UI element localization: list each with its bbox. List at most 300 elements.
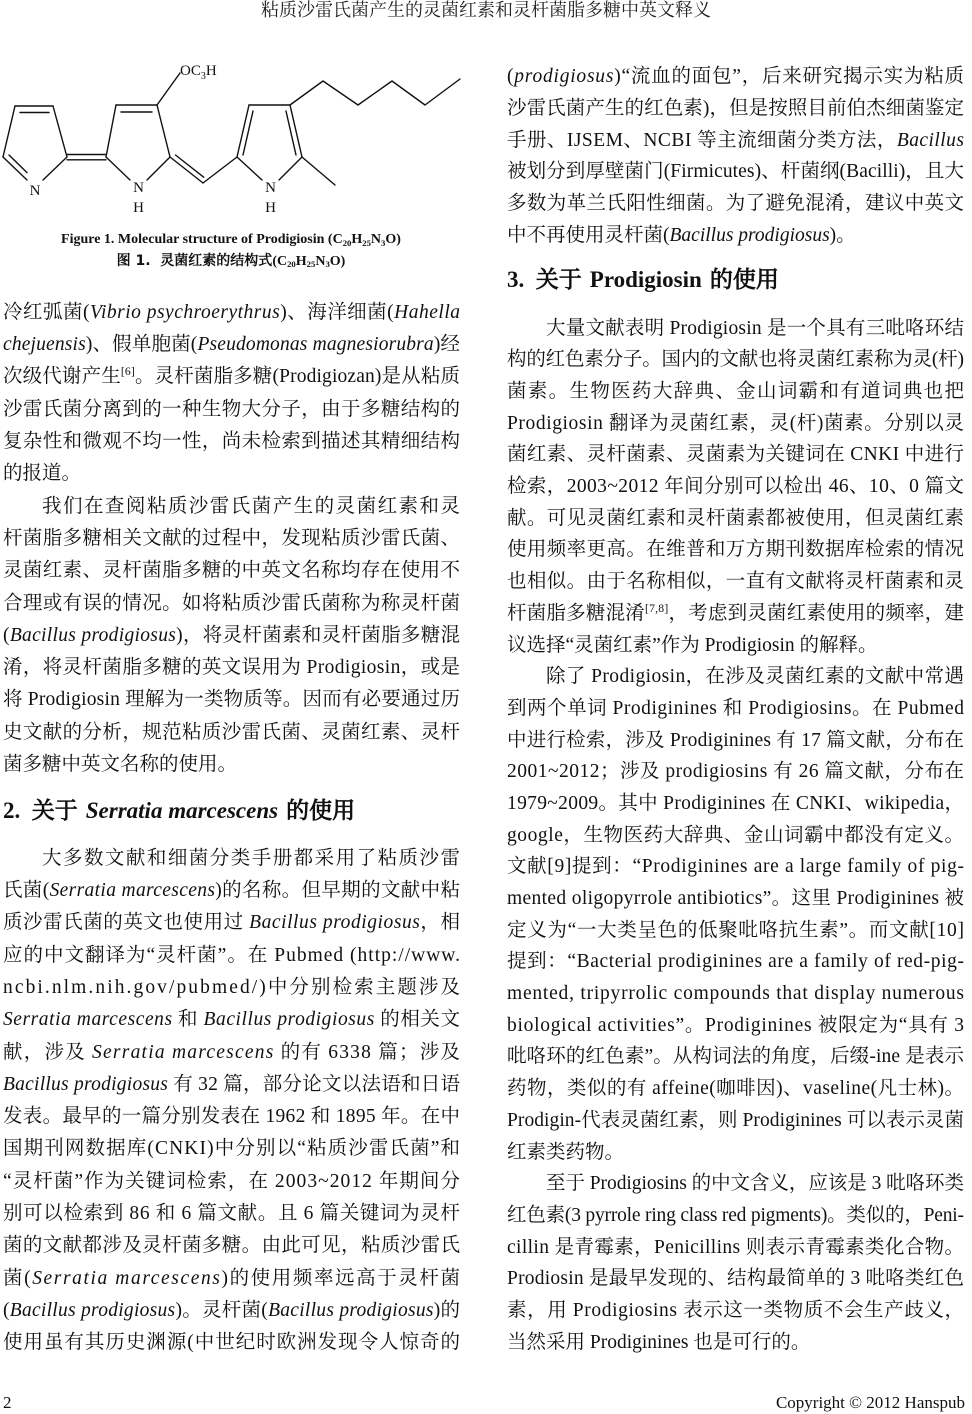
running-title: 粘质沙雷氏菌产生的灵菌红素和灵杆菌脂多糖中英文释义 [261, 0, 711, 20]
atom-label-nitrogen-c: N [265, 180, 276, 196]
text-run: ( [3, 1299, 10, 1321]
text-run: 使用虽有其历史渊源(中世纪时欧洲发现令人惊奇的 [3, 1332, 461, 1354]
text-line [3, 426, 460, 458]
line-text [3, 1106, 460, 1127]
text-run: 献。可见灵菌红素和灵杆菌素都被使用，但灵菌红素 [507, 507, 965, 529]
text-line [507, 661, 964, 693]
line-text [3, 1042, 461, 1063]
text-line [3, 588, 460, 620]
text-run: 提到：“Bacterial prodiginines are a family of red-pig- [507, 951, 965, 973]
text-run: 使用频率更高。在维普和万方期刊数据库检索的情况 [507, 539, 965, 561]
citation-superscript: [6] [120, 365, 135, 379]
paragraph [507, 661, 964, 1168]
italic-text: Serratia marcescens [49, 880, 216, 902]
line-text [546, 1173, 964, 1194]
text-line [507, 725, 964, 757]
bond-line [237, 105, 249, 157]
text-line [507, 851, 964, 883]
line-text [3, 399, 460, 420]
bond-line [290, 105, 302, 157]
text-line [507, 1137, 964, 1169]
text-run: 菌素。生物医药大辞典、金山词霸和有道词典也把 [507, 381, 966, 403]
italic-text: Hahella [394, 301, 461, 323]
text-run: Prodigin-代表灵菌红素，则 Prodiginines 可以表示灵菌 [507, 1109, 965, 1131]
section-heading [507, 251, 964, 312]
methoxy-label-tail: H [205, 63, 217, 79]
text-run: 大量文献表明 Prodigiosin 是一个具有三吡咯环结 [546, 317, 965, 339]
line-text [3, 880, 460, 901]
text-line [3, 361, 460, 393]
bond-line [237, 157, 262, 180]
text-run: ncbi.nlm.nih.gov/pubmed/)中分别检索主题涉及 [3, 976, 463, 998]
line-text [3, 625, 460, 646]
italic-text: Bacillus prodigiosus [249, 912, 421, 934]
text-run: 合理或有误的情况。如将粘质沙雷氏菌称为称灵杆菌 [3, 592, 461, 614]
double-bond-line [9, 155, 27, 173]
subscript-text: 20 [287, 259, 296, 270]
right-column [507, 61, 964, 1358]
text-run: 将 Prodigiosin 理解为一类物质等。因而有必要通过历 [3, 689, 461, 711]
italic-text: Serratia marcescens [92, 1041, 275, 1063]
text-line [3, 523, 460, 555]
text-run: cillin 是青霉素，Penicillins 则表示青霉素类化合物。 [507, 1236, 965, 1258]
text-run: 我们在查阅粘质沙雷氏菌产生的灵菌红素和灵 [42, 495, 462, 517]
text-line [3, 1037, 460, 1069]
line-text [507, 66, 965, 87]
text-line [3, 717, 460, 749]
text-line [3, 1004, 460, 1036]
text-run: ( [507, 66, 515, 88]
line-text [3, 1203, 461, 1224]
text-run: 除了 Prodigiosin，在涉及灵菌红素的文献中常遇 [546, 666, 965, 688]
text-line [507, 820, 964, 852]
text-run: 被划分到厚壁菌门(Firmicutes)、杆菌纲(Bacilli)，且大 [507, 161, 965, 183]
line-text [3, 431, 460, 452]
text-line [507, 1168, 964, 1200]
text-run: )的 [433, 1299, 461, 1321]
line-text [507, 825, 965, 846]
bond-line [157, 105, 170, 157]
text-line [3, 1133, 460, 1165]
text-run: N [315, 253, 326, 269]
paragraph [507, 313, 964, 662]
line-text [507, 539, 964, 560]
double-bond-line [176, 155, 204, 177]
text-run: H [295, 253, 307, 269]
text-run: 灵菌红素、灵杆菌脂多糖的中英文名称均存在使用不 [3, 560, 461, 582]
bond-line [170, 157, 203, 183]
text-line [507, 1200, 964, 1232]
line-text [3, 528, 460, 549]
text-run: 定义为“一大类呈色的低聚吡咯抗生素”。而文献[10] [507, 919, 965, 941]
line-text [3, 657, 460, 678]
line-text [507, 508, 964, 529]
text-run: 检索，2003~2012 年间分别可以检出 46、10、0 篇文 [507, 476, 965, 498]
text-line [3, 1263, 460, 1295]
subscript-text: 25 [362, 237, 371, 248]
text-run: N [370, 232, 382, 247]
text-line [3, 458, 460, 490]
methyl-bond [302, 157, 335, 185]
text-line [3, 684, 460, 716]
bond-line [147, 157, 170, 180]
line-text [507, 98, 964, 119]
line-text [507, 1332, 810, 1353]
text-run: 。灵杆菌脂多糖(Prodigiozan)是从粘质 [134, 366, 461, 388]
text-run: 沙雷氏菌分离到的一种生物大分子，由于多糖结构的 [3, 398, 461, 420]
left-column [3, 297, 463, 1360]
text-run: 菌多糖中英文名称的使用。 [3, 754, 238, 775]
bond-line [43, 157, 67, 180]
text-line [507, 313, 964, 345]
line-text [507, 920, 965, 941]
line-text [3, 463, 81, 484]
text-run: 氏菌( [3, 880, 50, 902]
text-run: 次级代谢产生 [3, 366, 121, 388]
line-text [546, 666, 964, 687]
text-run: 菌红素、灵杆菌素、灵菌素为关键词在 CNKI 中进行 [507, 444, 965, 466]
text-run: 药物，类似的有 affeine(咖啡因)、vaseline(凡士林)。 [507, 1078, 965, 1100]
text-run: 至于 Prodigiosins 的中文含义，应该是 3 吡咯环类 [546, 1173, 964, 1195]
text-run: )、海洋细菌( [280, 301, 395, 323]
text-run: )的名称。但早期的文献中粘 [215, 880, 461, 902]
text-run: 杆菌脂多糖相关文献的过程中，发现粘质沙雷氏菌、 [3, 527, 461, 549]
text-run: )的使用频率远高于灵杆菌 [221, 1267, 462, 1289]
text-line [507, 156, 964, 188]
italic-text: Bacillus prodigiosus [203, 1009, 375, 1031]
text-run: 素，用 Prodigiosins 表示这一类物质不会生产歧义， [507, 1299, 965, 1321]
text-run: 史文献的分析，规范粘质沙雷氏菌、灵菌红素、灵杆 [3, 721, 461, 743]
line-text [507, 793, 964, 814]
text-run: Figure 1. Molecular structure of Prodigiosin (C [61, 232, 343, 247]
text-line [3, 652, 460, 684]
text-run: 有 32 篇，部分论文以法语和日语 [168, 1073, 461, 1095]
text-run: 议选择“灵菌红素”作为 Prodigiosin 的解释。 [507, 634, 878, 656]
text-line [507, 756, 964, 788]
text-run: Prodigiosin [589, 266, 702, 292]
text-run: 菌的文献都涉及灵杆菌多糖。由此可见，粘质沙雷氏 [3, 1235, 461, 1257]
line-text [3, 1138, 461, 1159]
text-line [507, 788, 964, 820]
text-run: 2001~2012；涉及 prodigiosins 有 26 篇文献，分布在 [507, 761, 965, 783]
text-run: 杆菌脂多糖混淆 [507, 602, 645, 624]
double-bond-line [243, 111, 253, 155]
text-run: “灵杆菌”作为关键词检索，在 2003~2012 年期间分 [3, 1170, 462, 1192]
line-text [507, 1110, 964, 1131]
text-run: mented, tripyrrolic compounds that display numerous [507, 983, 965, 1005]
text-line [507, 471, 964, 503]
line-text [507, 1046, 964, 1067]
italic-text: Serratia marcescens [85, 797, 279, 823]
figure-caption-zh [0, 252, 462, 271]
paragraph [507, 61, 964, 251]
text-line [3, 1230, 460, 1262]
bond-line [106, 105, 116, 157]
subscript-text: 3 [325, 259, 330, 270]
text-line [3, 394, 460, 426]
text-run: 冷红弧菌( [3, 301, 90, 323]
text-run: 复杂性和微观不均一性，尚未检索到描述其精细结构 [3, 431, 461, 453]
text-line [507, 883, 964, 915]
line-text [3, 560, 460, 581]
text-run: google，生物医药大辞典、金山词霸中都没有定义。 [507, 824, 965, 846]
line-text [507, 888, 964, 909]
line-text [507, 1268, 964, 1289]
text-run: 的使用 [701, 266, 779, 293]
text-run: )、假单胞菌( [85, 334, 198, 356]
text-run: ( [3, 624, 10, 646]
figure-caption-en [0, 231, 462, 249]
text-line [3, 1295, 460, 1327]
line-text [3, 1268, 462, 1289]
text-run: Prodigiosin 翻译为灵菌红素，灵(杆)菌素。分别以灵 [507, 412, 965, 434]
line-text [507, 635, 878, 656]
line-text [507, 1300, 965, 1321]
text-run: Prodiosin 是最早发现的、结构最简单的 3 吡咯类红色 [507, 1268, 965, 1290]
text-line [507, 915, 964, 947]
atom-label-nitrogen-b: N [133, 180, 144, 196]
line-text [3, 754, 237, 775]
text-run: 到两个单词 Prodiginines 和 Prodigiosins。在 Pubmed [507, 697, 965, 719]
text-line [507, 693, 964, 725]
line-text [507, 951, 965, 972]
text-run: 构的红色素分子。国内的文献也将灵菌红素称为灵(杆) [507, 349, 964, 371]
text-run: 别可以检索到 86 和 6 篇文献。且 6 篇关键词为灵杆 [3, 1203, 461, 1225]
text-run: )“流血的面包”，后来研究揭示实为粘质 [614, 66, 965, 88]
italic-text: Bacillus prodigiosus [9, 1299, 176, 1321]
italic-text: Vibrio psychroerythrus [89, 301, 281, 323]
pyrrole-ring-b [106, 73, 180, 180]
paragraph [3, 843, 463, 1360]
bond-line [3, 106, 15, 157]
line-text [507, 730, 964, 751]
text-run: 和 [172, 1009, 204, 1031]
text-line [507, 61, 964, 93]
text-run: 菌( [3, 1267, 33, 1289]
text-line [507, 1073, 964, 1105]
line-text [42, 848, 461, 869]
text-line [3, 749, 460, 781]
text-line [507, 1010, 964, 1042]
text-line [3, 491, 460, 523]
line-text [507, 761, 965, 782]
text-line [507, 1105, 964, 1137]
text-line [3, 297, 460, 329]
methine-bridge [170, 155, 237, 183]
line-text [3, 945, 461, 966]
text-run: )经 [433, 334, 461, 356]
section-heading [3, 781, 460, 842]
text-line [507, 125, 964, 157]
text-line [507, 376, 964, 408]
line-text [507, 1142, 624, 1163]
text-run: mented oligopyrrole antibiotics”。这里 Prodiginines 被 [507, 888, 965, 910]
line-text [507, 381, 965, 402]
italic-text: Bacillus prodigiosus [9, 624, 177, 646]
text-run: O) [329, 253, 346, 269]
bond-line [106, 157, 130, 180]
text-line [507, 598, 964, 630]
line-text [507, 444, 964, 465]
subscript-text: 25 [306, 259, 316, 270]
text-line [3, 1069, 460, 1101]
text-line [3, 1198, 460, 1230]
text-line [3, 1166, 460, 1198]
text-line [507, 503, 964, 535]
molecular-structure-figure [0, 50, 480, 230]
line-text [3, 593, 460, 614]
italic-text: Bacillus prodigiosus [3, 1073, 169, 1095]
text-run: (C [272, 253, 288, 269]
text-run: 关于 [535, 266, 590, 293]
line-text [507, 1237, 964, 1258]
text-run: 淆，将灵杆菌脂多糖的英文误用为 Prodigiosin，或是 [3, 657, 461, 679]
line-text [3, 977, 462, 998]
text-run: 2. [3, 797, 32, 823]
line-text [507, 1015, 965, 1036]
text-run: 中进行检索，涉及 Prodiginines 有 17 篇文献，分布在 [507, 729, 965, 751]
text-run: 吡咯环的红色素”。从构词法的角度，后缀-ine 是表示 [507, 1046, 965, 1068]
text-line [3, 843, 460, 875]
text-run: 的有 6338 篇；涉及 [274, 1041, 462, 1063]
line-text [3, 1171, 461, 1192]
text-run: 红色素(3 pyrrole ring class red pigments)。类似的，Peni- [507, 1204, 964, 1226]
line-text [507, 130, 964, 151]
text-run: 文献[9]提到：“Prodiginines are a large family of pig- [507, 856, 965, 878]
methoxy-label-base: OC [180, 63, 201, 79]
text-run: 关于 [31, 797, 86, 824]
text-run: 手册、IJSEM、NCBI 等主流细菌分类方法， [507, 129, 897, 151]
line-text [3, 1300, 460, 1321]
text-run: 应的中文翻译为“灵杆菌”。在 Pubmed (http://www. [3, 944, 461, 966]
atom-label-hydrogen-b: H [133, 200, 144, 216]
pyrrole-ring-c [237, 105, 335, 185]
line-text [507, 161, 964, 182]
text-line [507, 630, 964, 662]
text-line [507, 1041, 964, 1073]
text-run: 红素类药物。 [507, 1141, 625, 1163]
text-line [507, 188, 964, 220]
text-run: O) [385, 232, 401, 247]
text-run: 国期刊网数据库(CNKI)中分别以“粘质沙雷氏菌”和 [3, 1138, 462, 1160]
text-line [3, 875, 460, 907]
atom-label-hydrogen-c: H [265, 200, 276, 216]
text-line [507, 1232, 964, 1264]
line-text [3, 334, 460, 355]
text-line [3, 329, 460, 361]
line-text [42, 496, 461, 517]
line-text [507, 1205, 964, 1226]
text-run: biological activities”。Prodiginines 被限定为“具有 3 [507, 1014, 965, 1036]
text-line [507, 1263, 964, 1295]
text-line [507, 946, 964, 978]
text-line [507, 220, 964, 252]
text-run: 3. [507, 266, 536, 292]
text-run: 献，涉及 [3, 1041, 93, 1063]
italic-text: Pseudomonas magnesiorubra [197, 334, 434, 356]
italic-text: Bacillus prodigiosus [669, 224, 830, 246]
text-run: ，考虑到灵菌红素使用的频率，建 [668, 602, 965, 624]
text-run: 的报道。 [3, 463, 82, 485]
text-run: 中不再使用灵杆菌( [507, 224, 670, 246]
text-run: )。灵杆菌( [175, 1299, 269, 1321]
citation-superscript: [7,8] [645, 601, 669, 615]
text-line [507, 534, 964, 566]
line-text [3, 302, 460, 323]
paragraph [3, 491, 460, 782]
line-text [507, 1078, 964, 1099]
text-run: 发表。最早的一篇分别发表在 1962 和 1895 年。在中 [3, 1106, 461, 1128]
bond-line [53, 106, 67, 157]
text-line [3, 907, 460, 939]
copyright-notice: Copyright © 2012 Hanspub [775, 1393, 965, 1412]
text-line [3, 555, 460, 587]
subscript-text: 20 [342, 237, 352, 248]
text-run: 的使用 [278, 797, 356, 824]
line-text [3, 366, 460, 387]
text-line [507, 566, 964, 598]
paragraph [3, 297, 460, 491]
bond-line [203, 157, 237, 183]
text-line [507, 1295, 964, 1327]
methoxy-label-subscript: 3 [200, 71, 206, 82]
methoxy-bond [157, 73, 180, 105]
line-text [507, 698, 965, 719]
line-text [507, 349, 964, 370]
line-text [507, 856, 965, 877]
text-run: ，相 [420, 912, 461, 934]
italic-text: Bacillus [896, 129, 965, 151]
subscript-text: 3 [381, 237, 386, 248]
text-run: )。 [829, 224, 856, 246]
italic-text: Serratia marcescens [32, 1267, 222, 1289]
text-run: 沙雷氏菌产生的红色素)，但是按照目前伯杰细菌鉴定 [507, 97, 965, 119]
text-line [3, 1101, 460, 1133]
text-line [3, 620, 460, 652]
italic-text: chejuensis [3, 334, 86, 356]
text-run: 1979~2009。其中 Prodiginines 在 CNKI、wikipedia， [507, 792, 965, 814]
text-line [507, 439, 964, 471]
text-line [507, 344, 964, 376]
line-text [3, 722, 460, 743]
exocyclic-double-bond-ab [67, 155, 106, 160]
text-line [3, 1327, 460, 1359]
text-run: 质沙雷氏菌的英文也使用过 [3, 912, 250, 934]
line-text [507, 193, 964, 214]
text-line [507, 408, 964, 440]
italic-text: prodigiosus [514, 66, 615, 88]
line-text [3, 1235, 460, 1256]
bond-line [279, 157, 302, 180]
line-text [507, 983, 965, 1004]
line-text [3, 689, 460, 710]
line-text [507, 476, 964, 497]
text-run: 当然采用 Prodiginines 也是可行的。 [507, 1331, 811, 1353]
text-run: 的相关文 [374, 1009, 461, 1031]
line-text [507, 603, 964, 624]
text-run: 多数为革兰氏阳性细菌。为了避免混淆，建议中英文 [507, 192, 965, 214]
methoxy-label [180, 63, 217, 82]
text-run: )，将灵杆菌素和灵杆菌脂多糖混 [176, 624, 461, 646]
line-text [507, 413, 965, 434]
line-text [3, 1332, 461, 1353]
line-text [507, 225, 856, 246]
italic-text: Bacillus prodigiosus [268, 1299, 434, 1321]
double-bond-line [286, 111, 296, 155]
italic-text: Serratia marcescens [3, 1009, 173, 1031]
atom-label-nitrogen-a: N [29, 183, 41, 199]
text-line [507, 93, 964, 125]
